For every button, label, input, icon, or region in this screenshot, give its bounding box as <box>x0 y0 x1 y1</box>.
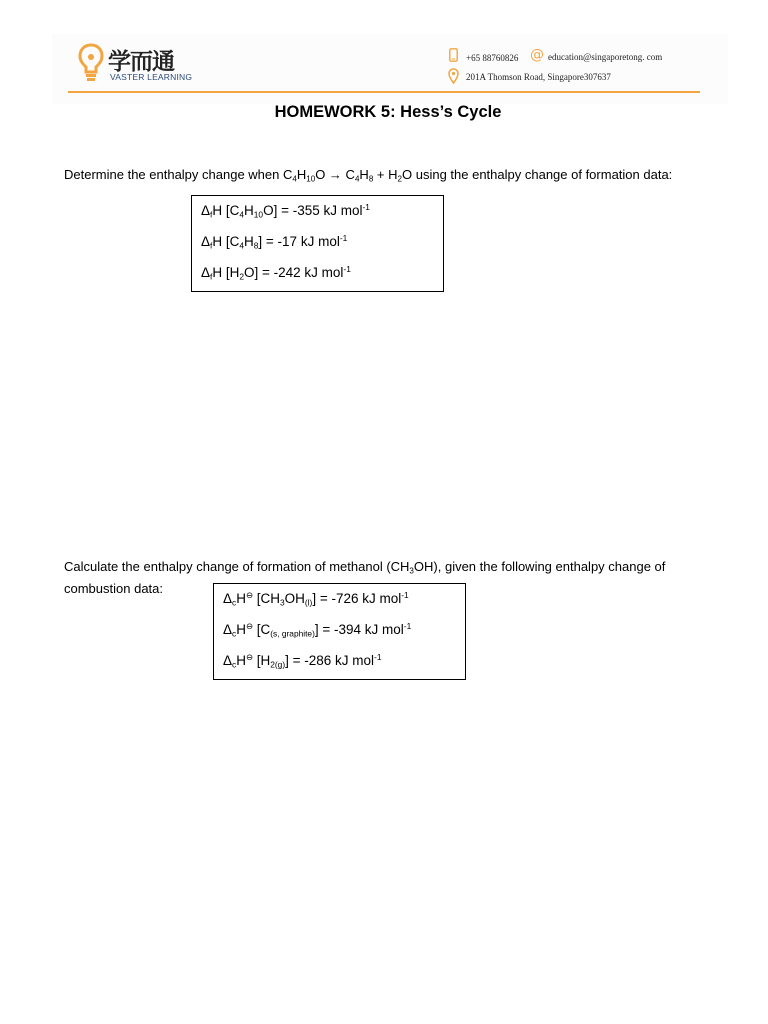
formation-data-butene: $\Delta_fH$ $[C_4H_8] = -17$ kJ mol$^{-1}$ <box>201 233 348 251</box>
question-2-data-box <box>213 583 466 680</box>
contact-phone: +65 88760826 <box>466 53 519 63</box>
page-title: HOMEWORK 5: Hess’s Cycle <box>274 103 502 121</box>
phone-icon <box>449 48 458 62</box>
question-1-text: Determine the enthalpy change when $C_4H_{10}O \to C_4H_8 + H_2O$ using the enthalpy change of formation data: <box>64 167 673 184</box>
formation-data-butanol: $\Delta_fH$ $[C_4H_{10}O] = -355$ kJ mol$^{-1}$ <box>201 202 370 220</box>
header-divider <box>68 91 700 93</box>
at-icon: @ <box>530 47 544 63</box>
combustion-data-hydrogen: $\Delta_cH^⊖$ $[H_{2(g)}] = -286$ kJ mol$^{-1}$ <box>223 652 382 670</box>
question-2-text: Calculate the enthalpy change of formation of methanol $(CH_3OH)$, given the following enthalpy change of combustion data: <box>64 559 666 597</box>
combustion-data-graphite: $\Delta_cH^⊖$ $[C_{(s, graphite)}] = -394$ kJ mol$^{-1}$ <box>223 621 412 639</box>
contact-email: education@singaporetong. com <box>548 52 663 62</box>
logo-english-name: VASTER LEARNING <box>110 72 193 82</box>
formation-data-water: $\Delta_fH$ $[H_2O] = -242$ kJ mol$^{-1}$ <box>201 264 351 282</box>
contact-address: 201A Thomson Road, Singapore307637 <box>466 72 611 82</box>
combustion-data-methanol: $\Delta_cH^⊖$ $[CH_3OH_{(l)}] = -726$ kJ mol$^{-1}$ <box>223 590 409 608</box>
question-1-data-box <box>191 195 444 292</box>
lightbulb-logo-icon <box>78 42 104 82</box>
location-pin-icon <box>448 68 459 84</box>
logo-chinese-name: 学而通 <box>108 49 174 75</box>
